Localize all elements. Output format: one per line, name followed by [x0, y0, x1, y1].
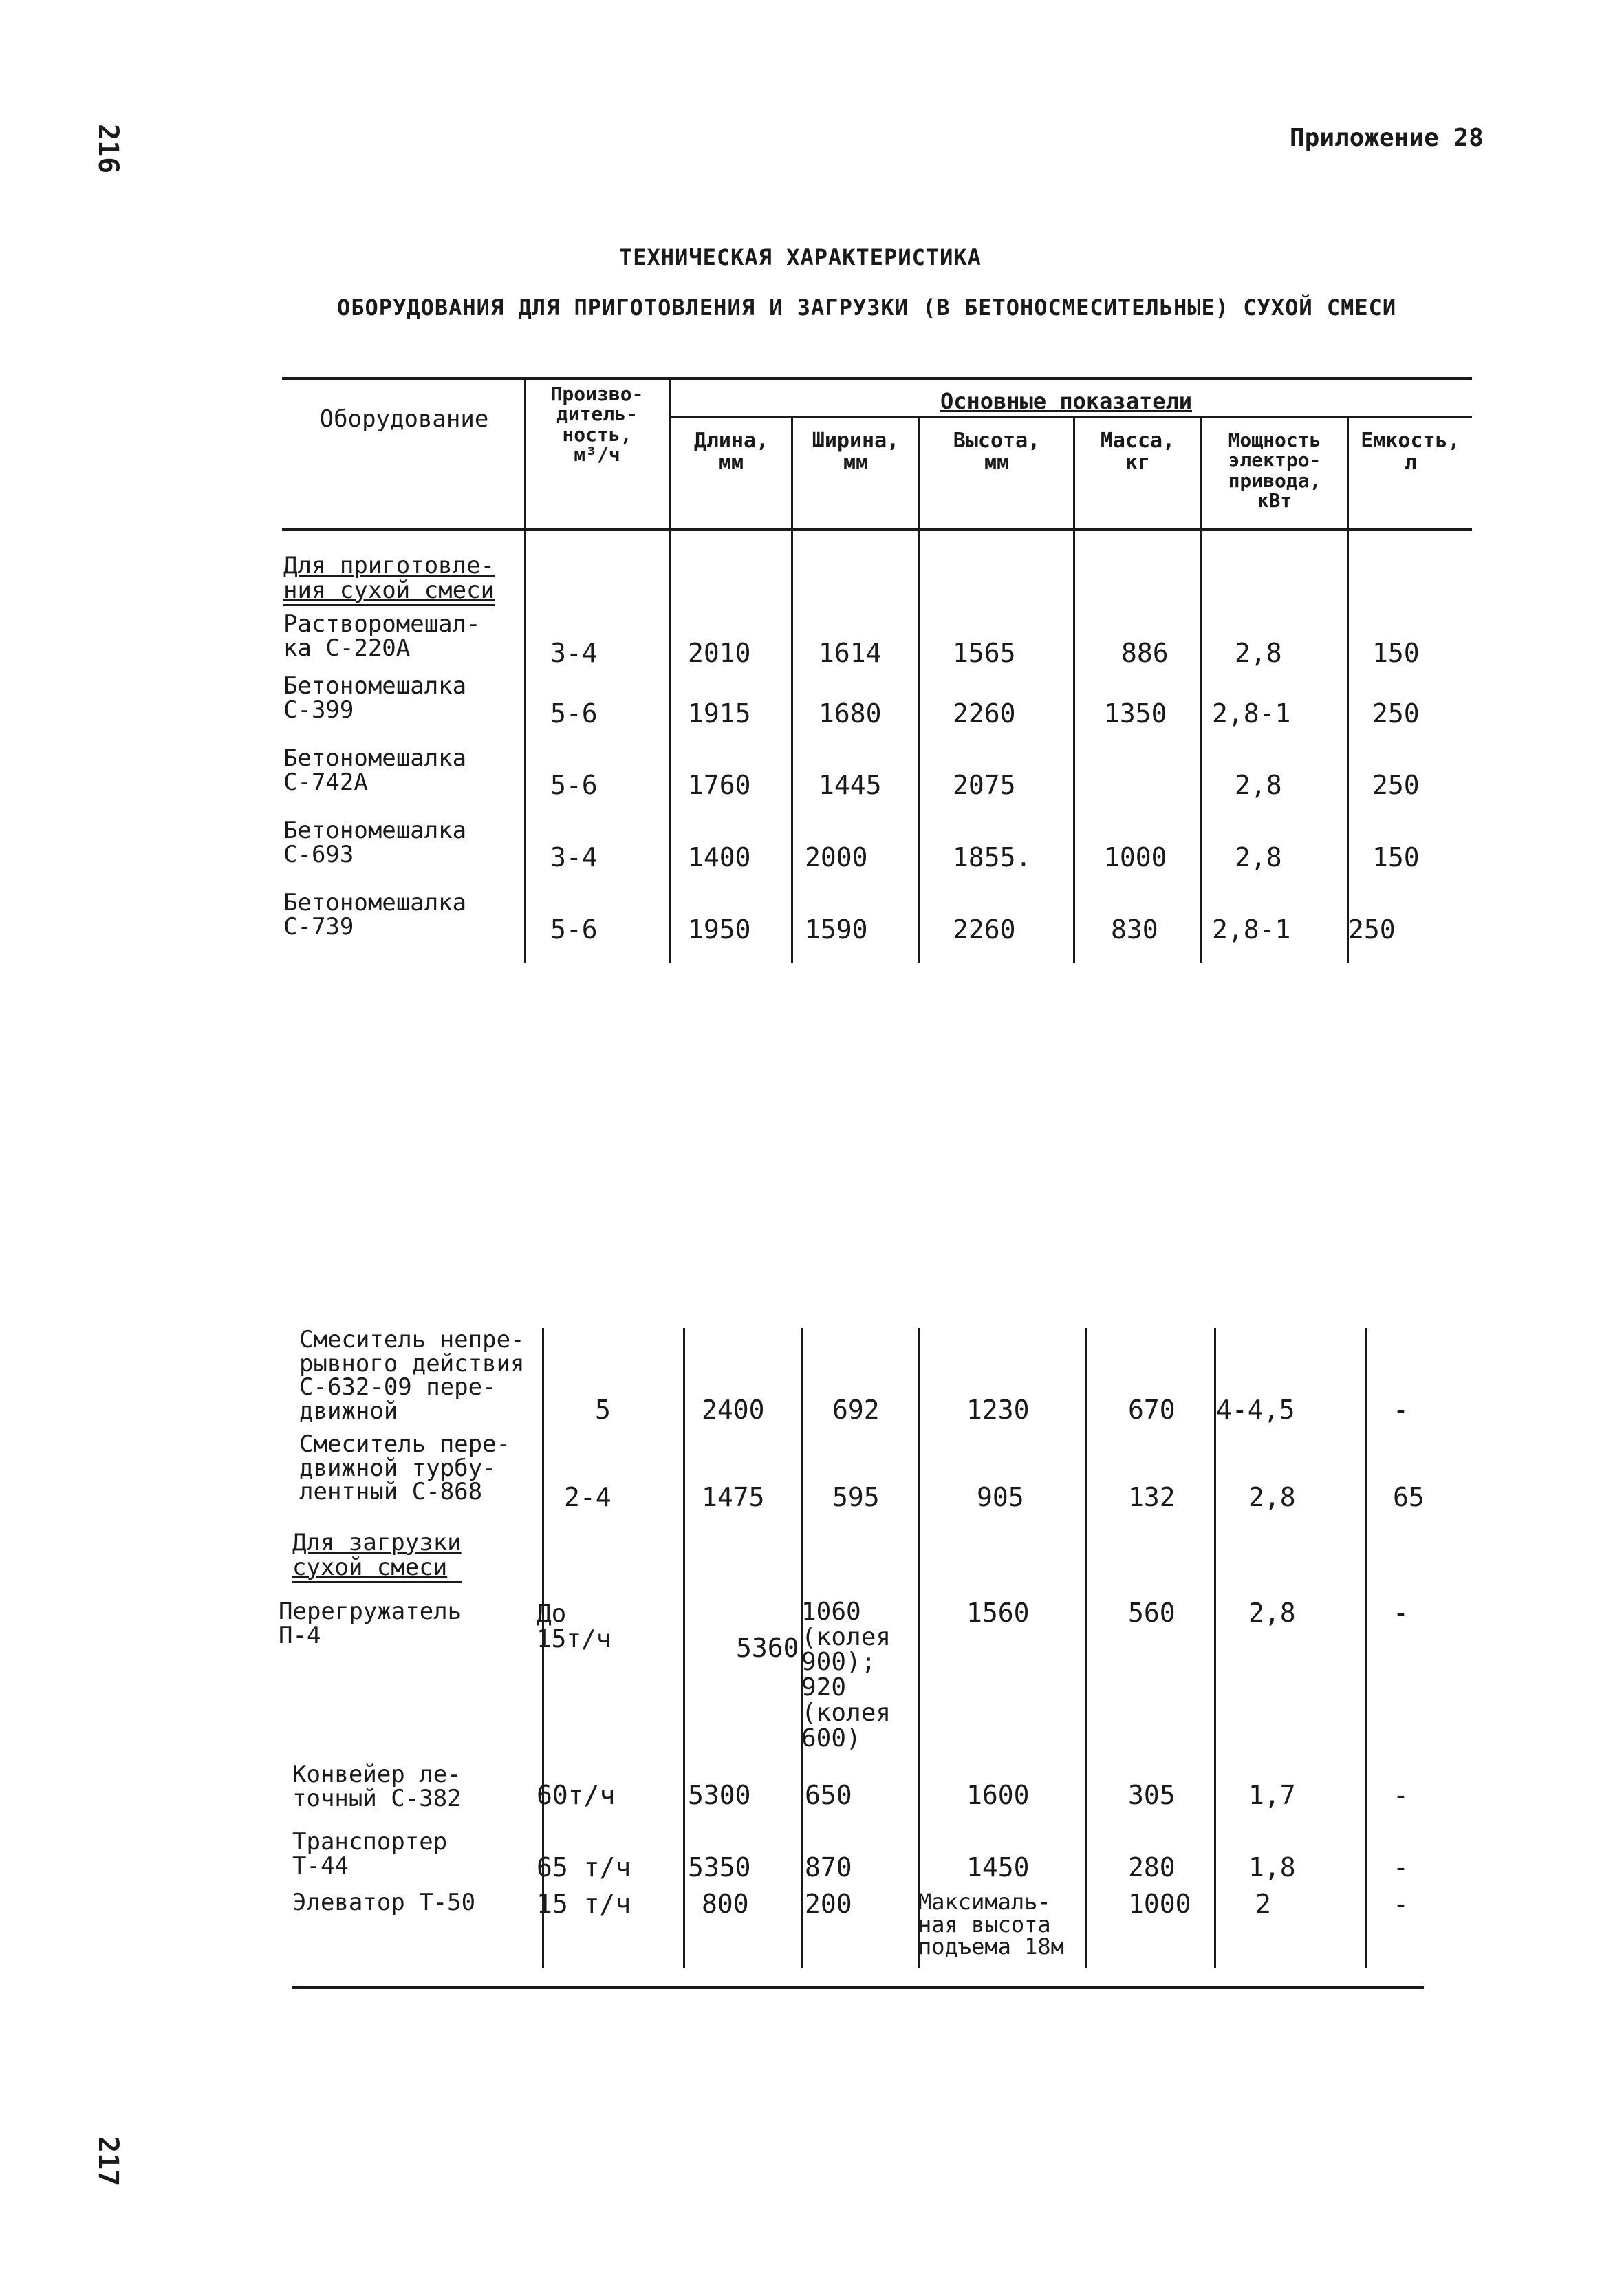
row-height: 1600	[966, 1780, 1030, 1810]
row-power: 2	[1255, 1889, 1271, 1919]
row-width: 1614	[819, 638, 882, 668]
row-width: 1680	[819, 698, 882, 729]
row-power: 2,8	[1235, 638, 1282, 668]
row-height: 1450	[966, 1852, 1030, 1883]
row-width: 870	[805, 1852, 852, 1883]
document-title: ТЕХНИЧЕСКАЯ ХАРАКТЕРИСТИКА	[619, 244, 982, 270]
row-power: 2,8	[1248, 1598, 1296, 1628]
row-capacity: 250	[1348, 914, 1396, 945]
row-mass: 886	[1121, 638, 1169, 668]
row-productivity: 3-4	[550, 638, 598, 668]
row-power: 4-4,5	[1216, 1395, 1295, 1425]
header-length: Длина, мм	[693, 429, 769, 475]
row-name: Перегружатель П-4	[279, 1598, 462, 1649]
col-divider	[1347, 418, 1349, 963]
row-length: 5350	[688, 1852, 751, 1883]
row-mass: 1000	[1128, 1889, 1191, 1919]
header-productivity: Произво- дитель- ность, м³/ч	[550, 383, 644, 466]
row-width: 200	[805, 1889, 852, 1919]
row-mass: 1350	[1104, 698, 1167, 729]
col-divider	[524, 380, 526, 963]
col-divider	[1073, 418, 1075, 963]
row-length: 1760	[688, 770, 751, 800]
row-length: 800	[702, 1889, 749, 1919]
row-name: Растворомешал- ка С-220А	[283, 610, 481, 662]
col-divider	[1200, 418, 1202, 963]
row-productivity: 60т/ч	[537, 1780, 616, 1810]
row-length: 1950	[688, 914, 751, 945]
row-productivity: 3-4	[550, 842, 598, 872]
row-power: 2,8	[1235, 770, 1282, 800]
row-height: 2260	[953, 698, 1016, 729]
col-divider	[669, 380, 671, 963]
row-length: 5360	[736, 1633, 799, 1663]
row-power: 2,8-1	[1212, 914, 1291, 945]
row-width: 692	[832, 1395, 880, 1425]
row-name: Элеватор Т-50	[292, 1889, 476, 1916]
row-mass: 132	[1128, 1482, 1176, 1512]
row-power: 1,7	[1248, 1780, 1296, 1810]
col-divider	[791, 418, 793, 963]
row-productivity: 5-6	[550, 698, 598, 729]
col-divider	[1365, 1328, 1367, 1968]
row-height: Максималь- ная высота подъема 18м	[918, 1889, 1064, 1960]
header-equipment: Оборудование	[319, 405, 489, 433]
table-top-border	[282, 377, 1472, 380]
header-main-params: Основные показатели	[940, 388, 1193, 414]
row-name: Смеситель пере- движной турбу- лентный С-868	[299, 1430, 511, 1506]
header-width: Ширина, мм	[812, 429, 900, 475]
row-name: Бетономешалка С-742А	[283, 744, 467, 796]
row-capacity: 250	[1372, 770, 1420, 800]
row-height: 1230	[966, 1395, 1030, 1425]
row-power: 2,8-1	[1212, 698, 1291, 729]
row-length: 1400	[688, 842, 751, 872]
document-subtitle: ОБОРУДОВАНИЯ ДЛЯ ПРИГОТОВЛЕНИЯ И ЗАГРУЗКИ (В БЕТОНОСМЕСИТЕЛЬНЫЕ) СУХОЙ СМЕСИ	[337, 294, 1397, 321]
row-mass: 280	[1128, 1852, 1176, 1883]
group-label-loading: Для загрузки сухой смеси	[292, 1531, 462, 1583]
row-productivity: 65 т/ч	[537, 1852, 631, 1883]
row-height: 905	[977, 1482, 1024, 1512]
row-length: 2010	[688, 638, 751, 668]
row-name: Бетономешалка С-739	[283, 889, 467, 941]
row-mass: 560	[1128, 1598, 1176, 1628]
row-name: Транспортер Т-44	[292, 1828, 448, 1880]
row-productivity: До 15т/ч	[537, 1600, 611, 1653]
header-height: Высота, мм	[953, 429, 1041, 475]
row-width: 1590	[805, 914, 868, 945]
row-capacity: -	[1393, 1780, 1409, 1810]
row-height: 1565	[953, 638, 1016, 668]
row-power: 2,8	[1248, 1482, 1296, 1512]
header-capacity: Емкость, л	[1361, 429, 1460, 475]
page-number-bottom: 217	[92, 2136, 124, 2187]
row-length: 5300	[688, 1780, 751, 1810]
row-mass: 1000	[1104, 842, 1167, 872]
header-mass: Масса, кг	[1100, 429, 1176, 475]
row-capacity: -	[1393, 1598, 1409, 1628]
row-mass: 670	[1128, 1395, 1176, 1425]
row-width: 1445	[819, 770, 882, 800]
row-width: 650	[805, 1780, 852, 1810]
row-power: 2,8	[1235, 842, 1282, 872]
col-divider	[683, 1328, 685, 1968]
row-capacity: -	[1393, 1395, 1409, 1425]
row-power: 1,8	[1248, 1852, 1296, 1883]
row-name: Бетономешалка С-693	[283, 817, 467, 868]
row-capacity: 150	[1372, 842, 1420, 872]
col-divider	[1085, 1328, 1087, 1968]
row-capacity: 250	[1372, 698, 1420, 729]
row-capacity: -	[1393, 1852, 1409, 1883]
row-height: 2260	[953, 914, 1016, 945]
row-length: 1915	[688, 698, 751, 729]
row-name: Бетономешалка С-399	[283, 672, 467, 724]
row-length: 2400	[702, 1395, 765, 1425]
row-productivity: 2-4	[564, 1482, 611, 1512]
col-divider	[918, 1328, 920, 1968]
row-mass: 305	[1128, 1780, 1176, 1810]
row-capacity: -	[1393, 1889, 1409, 1919]
row-mass: 830	[1111, 914, 1158, 945]
group-label-preparation: Для приготовле- ния сухой смеси	[283, 554, 495, 606]
row-height: 2075	[953, 770, 1016, 800]
header-bottom-border	[282, 528, 1472, 531]
row-productivity: 5	[595, 1395, 611, 1425]
row-height: 1560	[966, 1598, 1030, 1628]
row-width: 595	[832, 1482, 880, 1512]
row-capacity: 65	[1393, 1482, 1425, 1512]
page-number-top: 216	[92, 124, 124, 174]
row-width: 2000	[805, 842, 868, 872]
table-bottom-border	[292, 1986, 1424, 1989]
row-name: Смеситель непре- рывного действия С-632-09 пере- движной	[299, 1326, 525, 1426]
row-name: Конвейер ле- точный С-382	[292, 1761, 462, 1812]
row-productivity: 5-6	[550, 914, 598, 945]
row-width: 1060 (колея 900); 920 (колея 600)	[801, 1598, 891, 1752]
row-productivity: 15 т/ч	[537, 1889, 631, 1919]
row-capacity: 150	[1372, 638, 1420, 668]
appendix-label: Приложение 28	[1290, 124, 1484, 152]
row-length: 1475	[702, 1482, 765, 1512]
row-productivity: 5-6	[550, 770, 598, 800]
header-power: Мощность электро- привода, кВт	[1228, 429, 1321, 513]
col-divider	[918, 418, 920, 963]
row-height: 1855.	[953, 842, 1032, 872]
